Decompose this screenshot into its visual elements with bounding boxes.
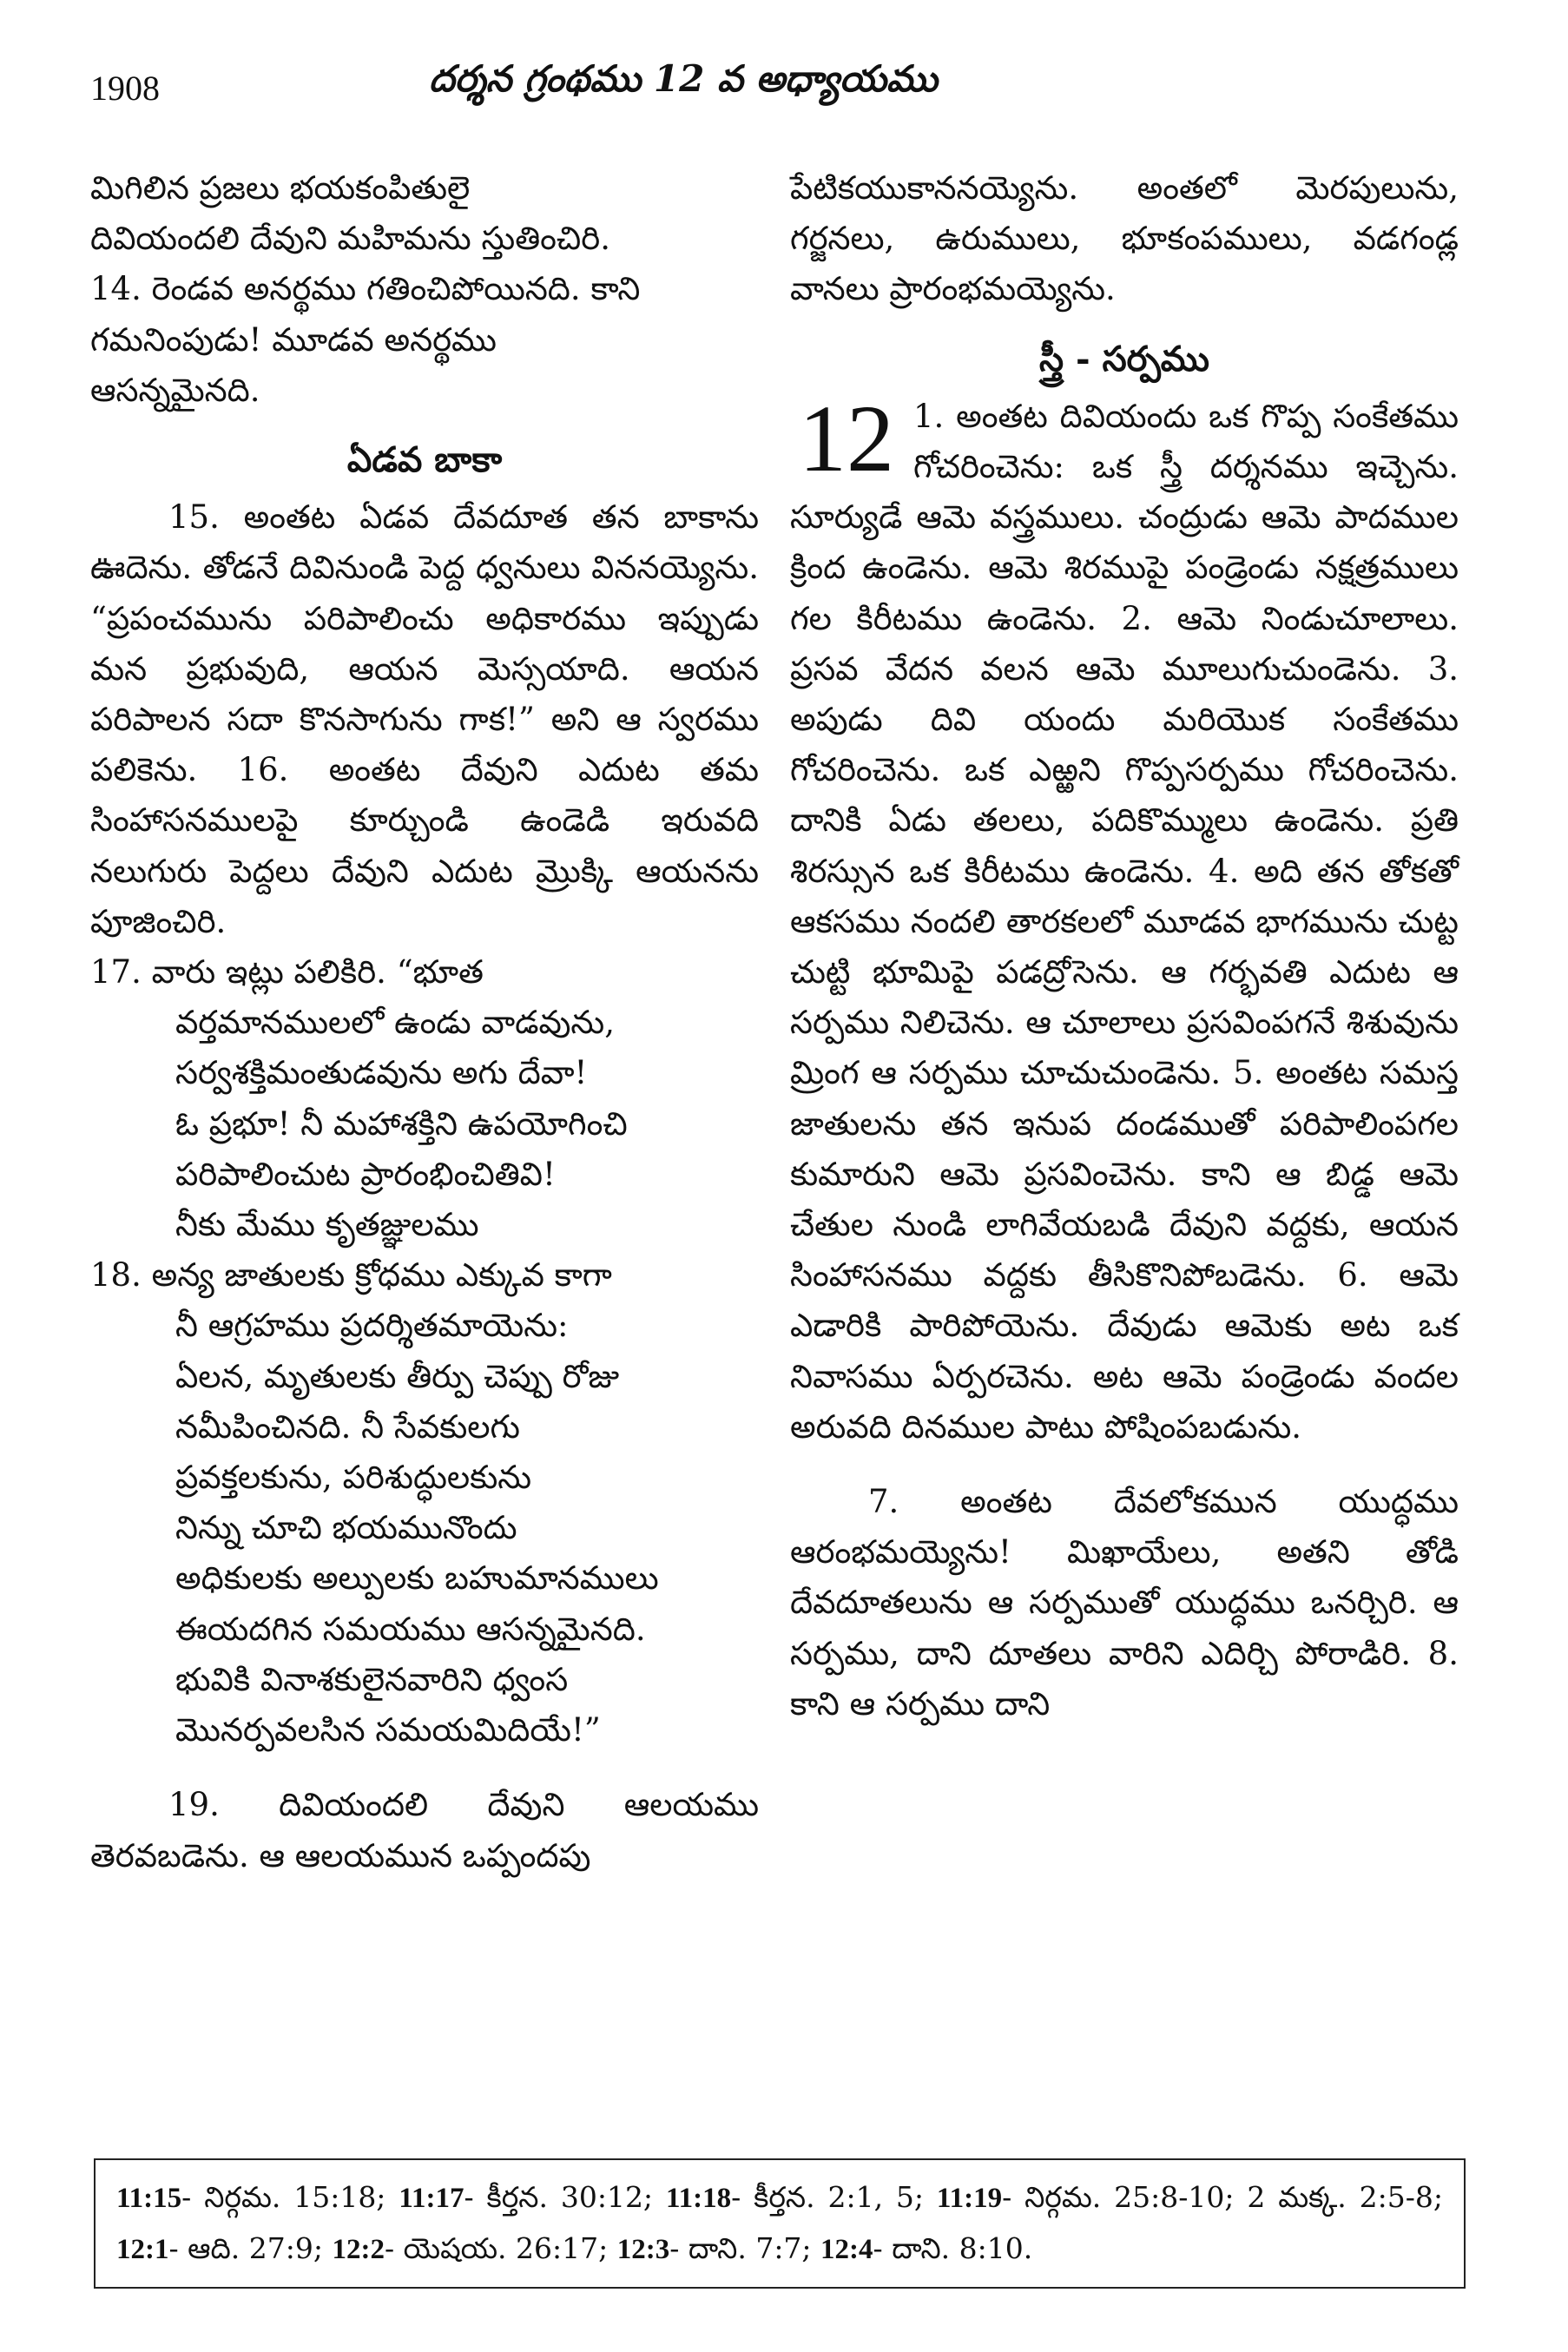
cross-reference: 12:2- యెషయ. 26:17;	[332, 2231, 609, 2265]
page-number: 1908	[90, 69, 160, 108]
poem-line: సర్వశక్తిమంతుడవును అగు దేవా!	[175, 1054, 588, 1092]
verse-18-first-line: 18. అన్య జాతులకు క్రోధము ఎక్కువ కాగా	[90, 1256, 612, 1295]
section-heading-seventh-trumpet: ఏడవ బాకా	[346, 439, 503, 481]
paragraph-verse-19: 19. దివియందలి దేవుని ఆలయము తెరవబడెను. ఆ ఆలయమున ఒప్పందపు	[90, 1786, 759, 1874]
right-column	[790, 163, 1459, 1729]
poem-line: ఓ ప్రభూ! నీ మహాశక్తిని ఉపయోగించి	[175, 1104, 628, 1143]
cross-reference: 12:4- దాని. 8:10.	[820, 2231, 1033, 2265]
poem-line: నీకు మేము కృతజ్ఞులము	[175, 1206, 479, 1244]
cross-reference: 11:18- కీర్తన. 2:1, 5;	[665, 2180, 925, 2214]
poem-line: ఏలన, మృతులకు తీర్పు చెప్పు రోజు	[175, 1357, 620, 1395]
poem-line: వర్తమానములలో ఉండు వాడవును,	[175, 1004, 615, 1042]
ref-text: కీర్తన. 2:1, 5;	[754, 2180, 925, 2214]
ref-text: నిర్గమ. 25:8-10; 2 మక్క. 2:5-8;	[1024, 2180, 1444, 2214]
poem-line: భువికి వినాశకులైనవారిని ధ్వంస	[175, 1660, 569, 1698]
verse-17-first-line: 17. వారు ఇట్లు పలికిరి. “భూత	[90, 953, 484, 992]
ref-text: యెషయ. 26:17;	[403, 2231, 609, 2265]
intro-line: 14. రెండవ అనర్థము గతించిపోయినది. కాని	[90, 270, 641, 308]
verse-17-poem	[90, 947, 759, 1250]
ref-text: కీర్తన. 30:12;	[486, 2180, 654, 2214]
cross-reference: 12:1- ఆది. 27:9;	[116, 2231, 323, 2265]
paragraph-verse-15: 15. అంతట ఏడవ దేవదూత తన బాకాను ఊదెను. తోడనే దివినుండి పెద్ద ధ్వనులు విననయ్యెను. “ప్రపంచమును పరిపాలించు అధికారము ఇప్పుడు మన ప్రభువుది, ఆయన మెస్సయాది. ఆయన పరిపాలన సదా కొనసాగును గాక!” అని ఆ స్వరము పలికెను. 16. అంతట దేవుని ఎదుట తమ సింహాసనములపై కూర్చుండి ఉండెడి ఇరువది నలుగురు పెద్దలు దేవుని ఎదుట మ్రొక్కి ఆయనను పూజించిరి.	[90, 498, 759, 940]
running-title: దర్శన గ్రంథము 12 వ అధ్యాయము	[429, 57, 938, 100]
intro-line: ఆసన్నమైనది.	[90, 371, 260, 409]
chapter-number: 12	[799, 385, 894, 491]
poem-line: నీ ఆగ్రహము ప్రదర్శితమాయెను:	[175, 1307, 569, 1345]
ref-label: 11:17	[399, 2183, 464, 2214]
ref-text: దాని. 7:7;	[688, 2231, 812, 2265]
paragraph-verse-7: 7. అంతట దేవలోకమున యుద్ధము ఆరంభమయ్యెను! మిఖాయేలు, అతని తోడి దేవదూతలును ఆ సర్పముతో యుద్ధము ఒనర్చిరి. ఆ సర్పము, దాని దూతలు వారిని ఎదిర్చి పోరాడిరి. 8. కాని ఆ సర్పము దాని	[790, 1483, 1459, 1723]
cross-reference: 11:17- కీర్తన. 30:12;	[399, 2180, 654, 2214]
ref-label: 12:2	[332, 2234, 385, 2265]
poem-line: నిన్ను చూచి భయమునొందు	[175, 1509, 517, 1547]
poem-line: పరిపాలించుట ప్రారంభించితివి!	[175, 1155, 556, 1193]
paragraph-continued: పేటికయుకాననయ్యెను. అంతలో మెరపులును, గర్జనలు, ఉరుములు, భూకంపములు, వడగండ్ల వానలు ప్రారంభమయ్యెను.	[790, 169, 1459, 308]
intro-line: దివియందలి దేవుని మహిమను స్తుతించిరి.	[90, 220, 610, 258]
poem-line: అధికులకు అల్పులకు బహుమానములు	[175, 1559, 659, 1598]
verse-18-poem	[90, 1250, 759, 1756]
ref-text: దాని. 8:10.	[892, 2231, 1033, 2265]
ref-label: 11:15	[116, 2183, 182, 2214]
ref-text: నిర్గమ. 15:18;	[204, 2180, 386, 2214]
poem-line: నమీపించినది. నీ సేవకులగు	[175, 1407, 520, 1446]
chapter-12-start	[790, 385, 1459, 1453]
poem-line: ఈయదగిన సమయము ఆసన్నమైనది.	[175, 1610, 646, 1648]
ref-label: 11:18	[665, 2183, 732, 2214]
cross-references-box	[94, 2158, 1466, 2289]
cross-reference: 11:19- నిర్గమ. 25:8-10; 2 మక్క. 2:5-8;	[936, 2180, 1444, 2214]
poem-line: మొనర్పవలసిన సమయమిదియే!”	[175, 1711, 601, 1749]
page-header	[90, 56, 1462, 125]
ref-label: 12:1	[116, 2234, 169, 2265]
ref-label: 12:3	[616, 2234, 670, 2265]
cross-reference: 12:3- దాని. 7:7;	[616, 2231, 812, 2265]
ref-text: ఆది. 27:9;	[188, 2231, 323, 2265]
left-column	[90, 163, 759, 1881]
intro-line: మిగిలిన ప్రజలు భయకంపితులై	[90, 169, 471, 207]
ref-label: 11:19	[936, 2183, 1003, 2214]
cross-reference: 11:15- నిర్గమ. 15:18;	[116, 2180, 386, 2214]
poem-line: ప్రవక్తలకును, పరిశుద్ధులకును	[175, 1459, 532, 1497]
ref-label: 12:4	[820, 2234, 873, 2265]
paragraph-chapter-12-verses-1-6: 1. అంతట దివియందు ఒక గొప్ప సంకేతము గోచరించెను: ఒక స్త్రీ దర్శనము ఇచ్చెను. సూర్యుడే ఆమె వస్త్రములు. చంద్రుడు ఆమె పాదముల క్రింద ఉండెను. ఆమె శిరముపై పండ్రెండు నక్షత్రములు గల కిరీటము ఉండెను. 2. ఆమె నిండుచూలాలు. ప్రసవ వేదన వలన ఆమె మూలుగుచుండెను. 3. అపుడు దివి యందు మరియొక సంకేతము గోచరించెను. ఒక ఎఱ్ఱని గొప్పసర్పము గోచరించెను. దానికి ఏడు తలలు, పదికొమ్ములు ఉండెను. ప్రతి శిరస్సున ఒక కిరీటము ఉండెను. 4. అది తన తోకతో ఆకసము నందలి తారకలలో మూడవ భాగమును చుట్ట చుట్టి భూమిపై పడద్రోసెను. ఆ గర్భవతి ఎదుట ఆ సర్పము నిలిచెను. ఆ చూలాలు ప్రసవింపగనే శిశువును మ్రింగ ఆ సర్పము చూచుచుండెను. 5. అంతట సమస్త జాతులను తన ఇనుప దండముతో పరిపాలింపగల కుమారుని ఆమె ప్రసవించెను. కాని ఆ బిడ్డ ఆమె చేతుల నుండి లాగివేయబడి దేవుని వద్దకు, ఆయన సింహాసనము వద్దకు తీసికొనిపోబడెను. 6. ఆమె ఎడారికి పారిపోయెను. దేవుడు ఆమెకు అట ఒక నివాసము ఏర్పరచెను. అట ఆమె పండ్రెండు వందల అరువది దినముల పాటు పోషింపబడును.	[790, 397, 1459, 1446]
section-heading-woman-and-serpent: స్త్రీ - సర్పము	[1039, 338, 1209, 379]
intro-line: గమనింపుడు! మూడవ అనర్థము	[90, 320, 497, 359]
